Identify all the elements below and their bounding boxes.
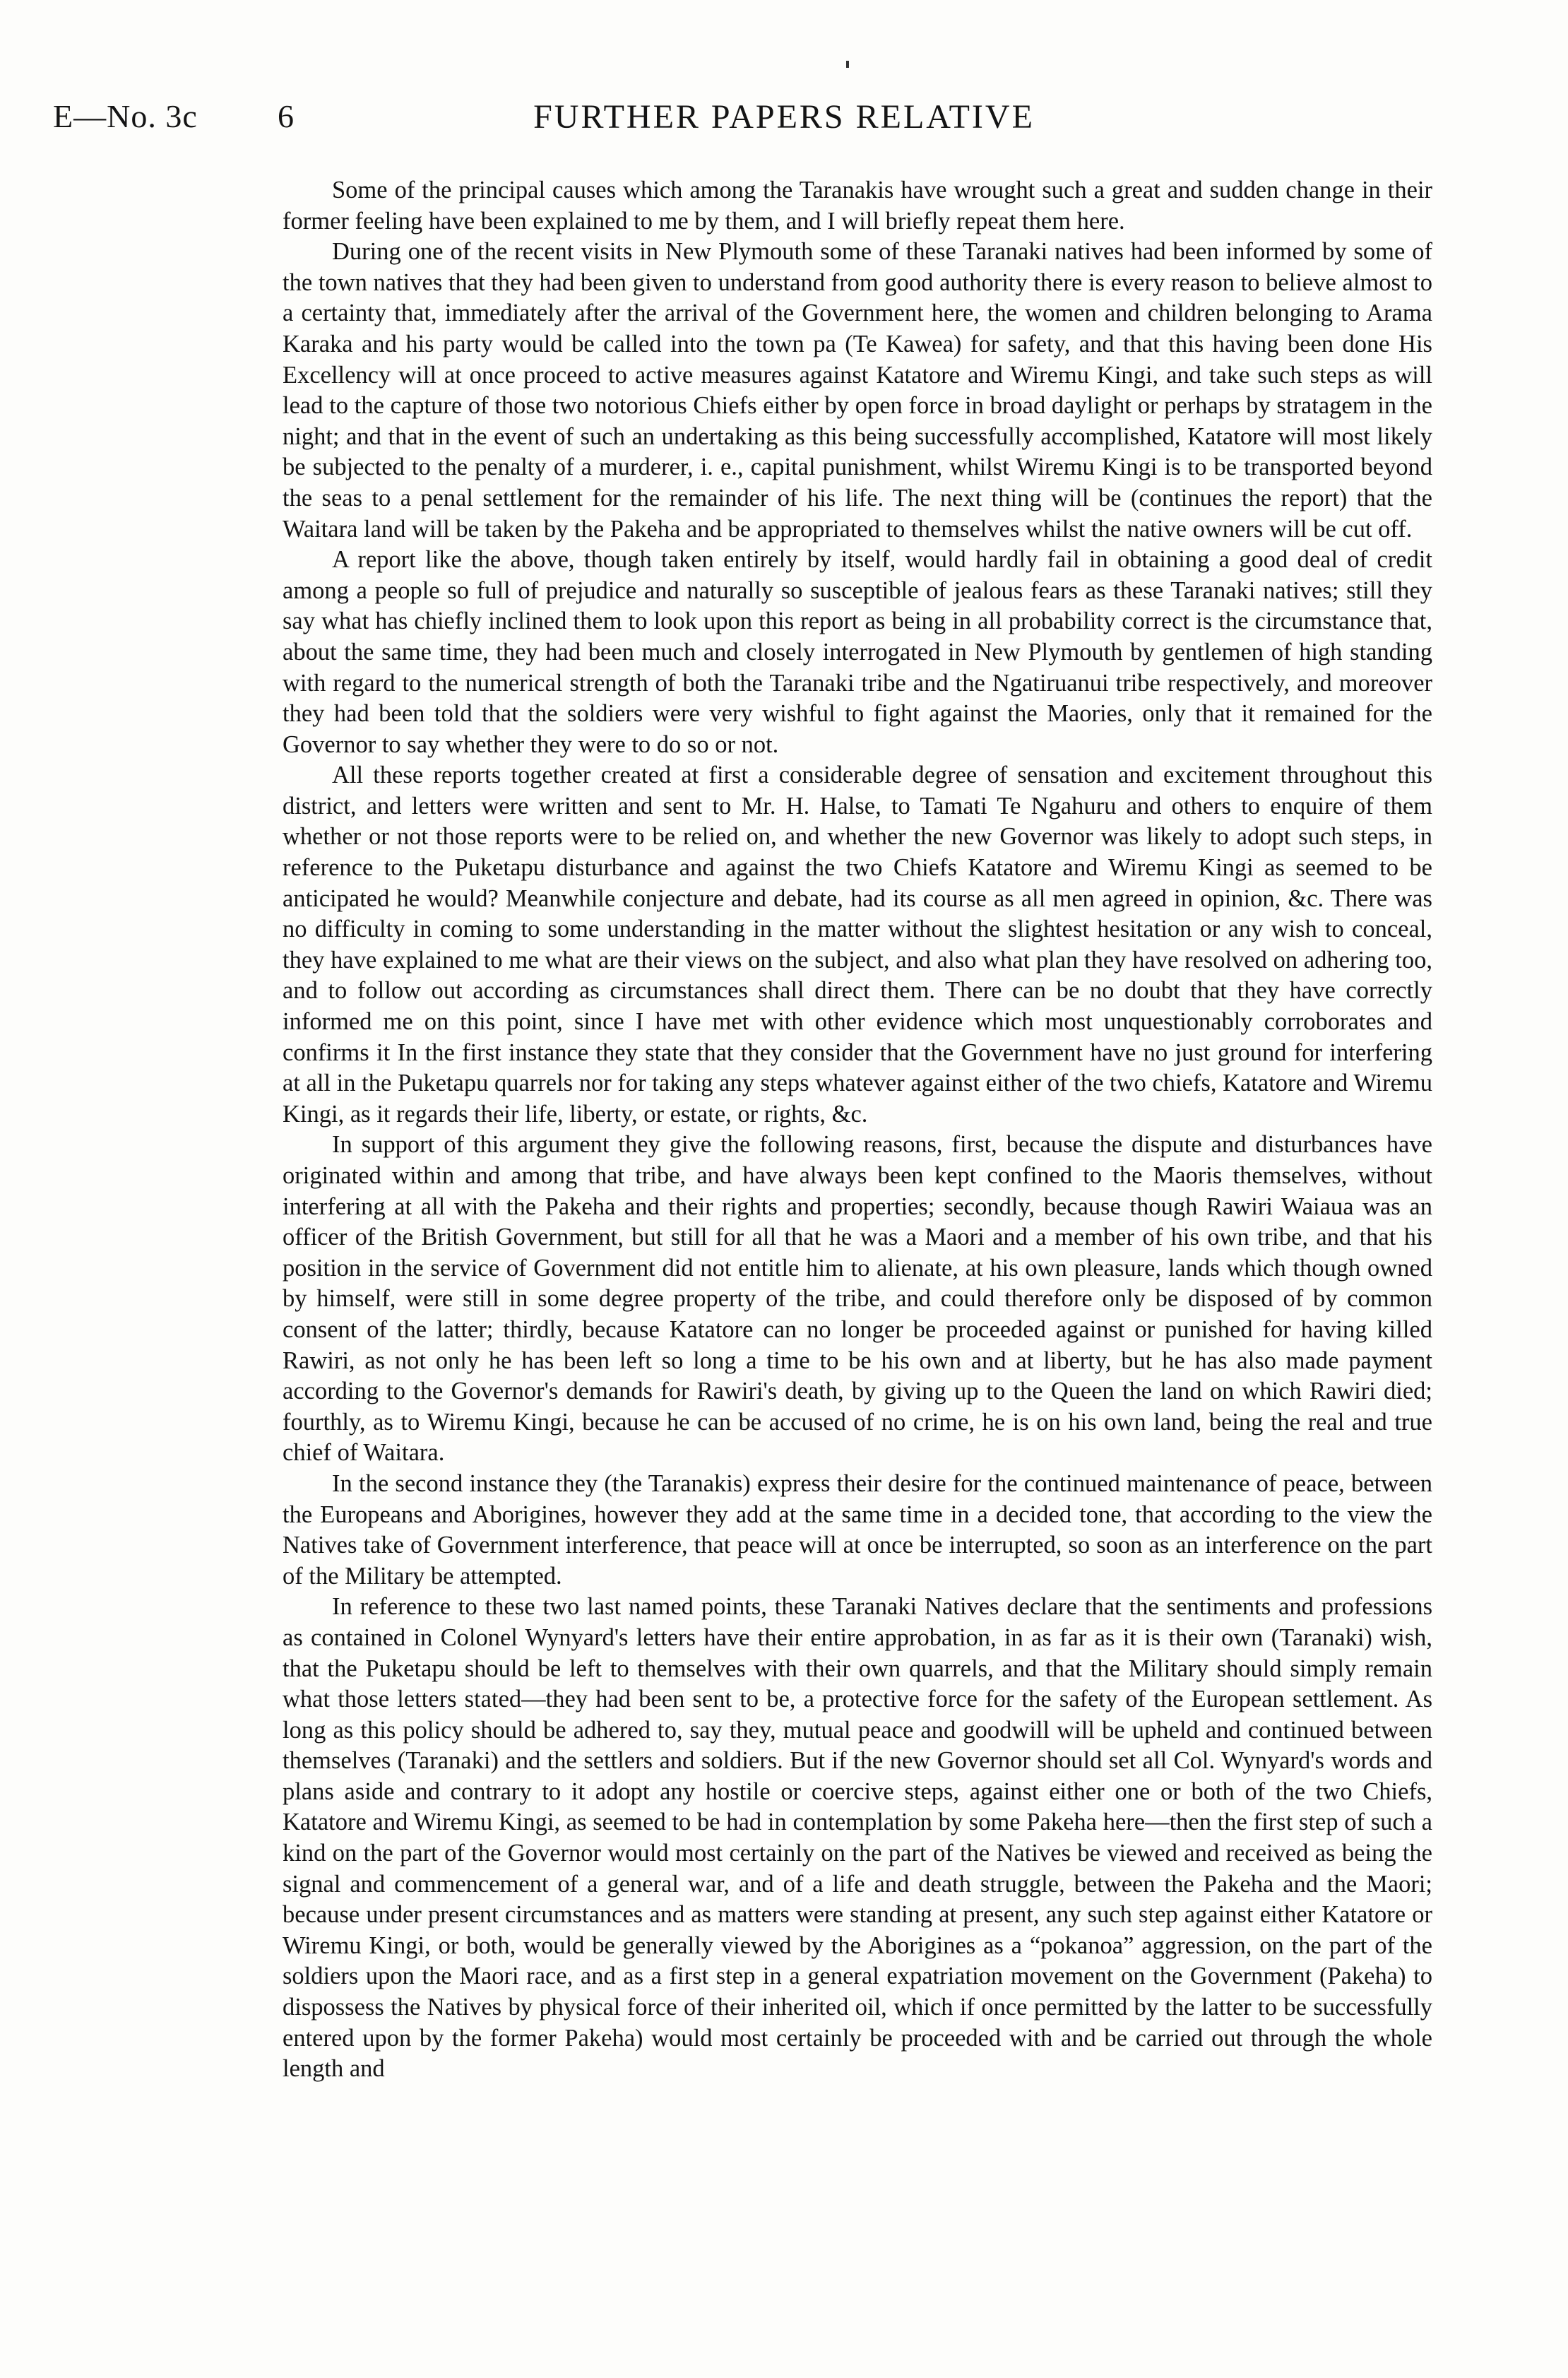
paragraph-3: A report like the above, though taken entirely by itself, would hardly fail in obtaining a good deal of credit among a people so full of prejudice and naturally so susceptible of jealous fears as these Taranaki natives; still they say what has chiefly inclined them to look upon this report as being in all probability correct is the circumstance that, about the same time, they had been much and closely interrogated in New Plymouth by gentlemen of high standing with regard to the numerical strength of both the Taranaki tribe and the Ngatiruanui tribe respectively, and moreover they had been told that the soldiers were very wishful to fight against the Maories, only that it remained for the Governor to say whether they were to do so or not. — [283, 546, 1432, 758]
paragraph-1: Some of the principal causes which among the Taranakis have wrought such a great and sudden change in their former feeling have been explained to me by them, and I will briefly repeat them here. — [283, 177, 1432, 235]
paragraph-7: In reference to these two last named points, these Taranaki Natives declare that the sentiments and professions as contained in Colonel Wynyard's letters have their entire approbation, in as far as it is their own (Taranaki) wish, that the Puketapu should be left to themselves with their own quarrels, and that the Military should simply remain what those letters stated—they had been sent to be, a protective force for the safety of the European settlement. As long as this policy should be adhered to, say they, mutual peace and goodwill will be upheld and continued between themselves (Taranaki) and the settlers and soldiers. But if the new Governor should set all Col. Wynyard's words and plans aside and contrary to it adopt any hostile or coercive steps, against either one or both of the two Chiefs, Katatore and Wiremu Kingi, as seemed to be had in contemplation by some Pakeha here—then the first step of such a kind on the part of the Governor would most certainly on the part of the Natives be viewed and received as being the signal and commencement of a general war, and of a life and death struggle, between the Pakeha and the Maori; because under present circumstances and as matters were standing at present, any such step against either Katatore or Wiremu Kingi, or both, would be generally viewed by the Aborigines as a “pokanoa” aggression, on the part of the soldiers upon the Maori race, and as a first step in a general expatriation movement on the Government (Pakeha) to dispossess the Natives by physical force of their inherited oil, which if once permitted by the latter to be successfully entered upon by the former Pakeha) would most certainly be proceeded with and be carried out through the whole length and — [283, 1593, 1432, 2083]
paragraph-6: In the second instance they (the Taranakis) express their desire for the continued maintenance of peace, between the Europeans and Aborigines, however they add at the same time in a decided tone, that according to the view the Natives take of Government interference, that peace will at once be interrupted, so soon as an interference on the part of the Military be attempted. — [283, 1469, 1432, 1590]
document-reference: E—No. 3c — [53, 98, 198, 134]
paragraph-5: In support of this argument they give the following reasons, first, because the dispute and disturbances have originated within and among that tribe, and have always been kept confined to the Maoris themselves, without interfering at all with the Pakeha and their rights and properties; secondly, because though Rawiri Waiaua was an officer of the British Government, but still for all that he was a Maori and a member of his own tribe, and that his position in the service of Government did not entitle him to alienate, at his own pleasure, lands which though owned by himself, were still in some degree property of the tribe, and could therefore only be disposed of by common consent of the latter; thirdly, because Katatore can no longer be proceeded against or punished for having killed Rawiri, as not only he has been left so long a time to be his own and at liberty, but he has also made payment according to the Governor's demands for Rawiri's death, by giving up to the Queen the land on which Rawiri died; fourthly, as to Wiremu Kingi, because he can be accused of no crime, he is on his own land, being the real and true chief of Waitara. — [283, 1131, 1432, 1467]
paragraph-2: During one of the recent visits in New Plymouth some of these Taranaki natives had been informed by some of the town natives that they had been given to understand from good authority there is every reason to believe almost to a certainty that, immediately after the arrival of the Government here, the women and children belonging to Arama Karaka and his party would be called into the town pa (Te Kawea) for safety, and that this having been done His Excellency will at once proceed to active measures against Katatore and Wiremu Kingi, and take such steps as will lead to the capture of those two notorious Chiefs either by open force in broad daylight or perhaps by stratagem in the night; and that in the event of such an undertaking as this being successfully accomplished, Katatore will most likely be subjected to the penalty of a murderer, i. e., capital punishment, whilst Wiremu Kingi is to be transported beyond the seas to a penal settlement for the remainder of his life. The next thing will be (continues the report) that the Waitara land will be taken by the Pakeha and be appropriated to themselves whilst the native owners will be cut off. — [283, 238, 1432, 543]
print-mark — [846, 61, 849, 68]
body-text — [283, 175, 1432, 2085]
paragraph-4: All these reports together created at first a considerable degree of sensation and excitement throughout this district, and letters were written and sent to Mr. H. Halse, to Tamati Te Ngahuru and others to enquire of them whether or not those reports were to be relied on, and whether the new Governor was likely to adopt such steps, in reference to the Puketapu disturbance and against the two Chiefs Katatore and Wiremu Kingi as seemed to be anticipated he would? Meanwhile conjecture and debate, had its course as all men agreed in opinion, &c. There was no difficulty in coming to some understanding in the matter without the slightest hesitation or any wish to conceal, they have explained to me what are their views on the subject, and also what plan they have resolved on adhering too, and to follow out according as circumstances shall direct them. There can be no doubt that they have correctly informed me on this point, since I have met with other evidence which most unquestionably corroborates and confirms it In the first instance they state that they consider that the Government have no just ground for interfering at all in the Puketapu quarrels nor for taking any steps whatever against either of the two chiefs, Katatore and Wiremu Kingi, as it regards their life, liberty, or estate, or rights, &c. — [283, 762, 1432, 1128]
running-title: FURTHER PAPERS RELATIVE — [533, 98, 1035, 136]
page-header — [53, 97, 1473, 147]
page-number: 6 — [278, 98, 294, 134]
